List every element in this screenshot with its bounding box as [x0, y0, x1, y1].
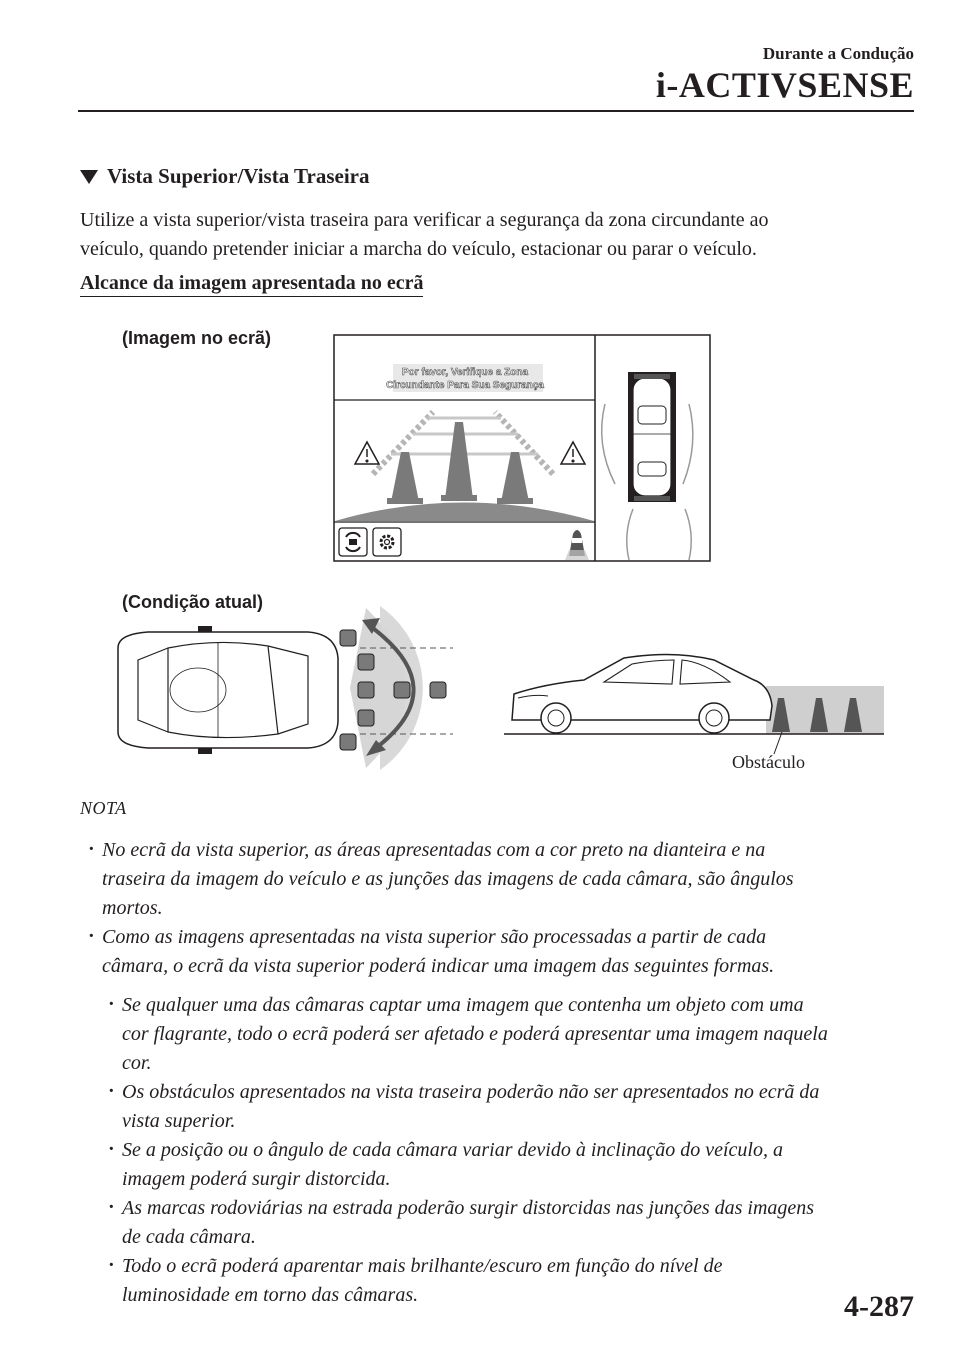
section-triangle-icon — [80, 170, 98, 184]
running-header-section: Durante a Condução — [762, 44, 914, 63]
top-view-car-body — [118, 626, 338, 754]
settings-gear-icon[interactable] — [373, 528, 401, 556]
header-rule — [78, 110, 914, 112]
subheading: Alcance da imagem apresentada no ecrã — [80, 272, 423, 297]
note-line: mortos. — [102, 897, 163, 919]
note-line: · Todo o ecrã poderá aparentar mais brilhante/escuro em função do nível de — [122, 1255, 723, 1277]
intro-line: veículo, quando pretender iniciar a marcha do veículo, estacionar ou parar o veículo. — [80, 238, 757, 260]
note-subitem — [108, 991, 918, 1078]
running-header-chapter: i-ACTIVSENSE — [655, 65, 914, 105]
page-number: 4-287 — [844, 1290, 914, 1323]
note-subitem — [108, 1078, 918, 1136]
note-subitem — [108, 1194, 918, 1252]
note-item — [88, 836, 918, 923]
note-line: · Como as imagens apresentadas na vista superior são processadas a partir de cada — [102, 926, 767, 948]
note-line: · Se qualquer uma das câmaras captar uma imagem que contenha um objeto com uma — [122, 994, 804, 1016]
note-line: · As marcas rodoviárias na estrada poderão surgir distorcidas nas junções das imagens — [122, 1197, 815, 1219]
note-line: imagem poderá surgir distorcida. — [122, 1168, 391, 1190]
note-line: traseira da imagem do veículo e as junções das imagens de cada câmara, são ângulos — [102, 868, 794, 890]
banner-line: Por favor, Verifique a Zona — [401, 367, 529, 378]
safety-banner — [386, 364, 544, 392]
top-view-car — [633, 378, 671, 496]
current-condition-top-view — [108, 598, 478, 778]
obstacle-label: Obstáculo — [732, 752, 805, 772]
note-list — [88, 836, 918, 1310]
banner-line: Circundante Para Sua Segurança — [386, 380, 544, 391]
intro-line: Utilize a vista superior/vista traseira para verificar a segurança da zona circundante ao — [80, 209, 769, 231]
screen-image-label: (Imagem no ecrã) — [122, 328, 272, 348]
note-subitem — [108, 1252, 918, 1310]
screen-illustration — [333, 334, 711, 562]
current-condition-label: (Condição atual) — [122, 592, 264, 612]
note-line: · Se a posição ou o ângulo de cada câmara variar devido à inclinação do veículo, a — [122, 1139, 783, 1161]
note-line: cor. — [122, 1052, 152, 1074]
intro-paragraph — [80, 206, 900, 264]
note-line: vista superior. — [122, 1110, 236, 1132]
note-line: luminosidade em torno das câmaras. — [122, 1284, 419, 1306]
current-condition-side-view — [504, 640, 884, 770]
side-view-car — [512, 654, 772, 733]
note-subitem — [108, 1136, 918, 1194]
section-title — [80, 164, 369, 189]
note-line: câmara, o ecrã da vista superior poderá indicar uma imagem das seguintes formas. — [102, 955, 775, 977]
section-title-text: Vista Superior/Vista Traseira — [107, 164, 370, 188]
note-item — [88, 923, 918, 981]
note-title: NOTA — [80, 798, 127, 818]
note-line: cor flagrante, todo o ecrã poderá ser afetado e poderá apresentar uma imagem naquela — [122, 1023, 828, 1045]
note-line: · No ecrã da vista superior, as áreas apresentadas com a cor preto na dianteira e na — [102, 839, 766, 861]
note-sub-list — [88, 991, 918, 1310]
camera-switch-icon[interactable] — [339, 528, 367, 556]
note-line: · Os obstáculos apresentados na vista traseira poderão não ser apresentados no ecrã da — [122, 1081, 820, 1103]
note-line: de cada câmara. — [122, 1226, 256, 1248]
